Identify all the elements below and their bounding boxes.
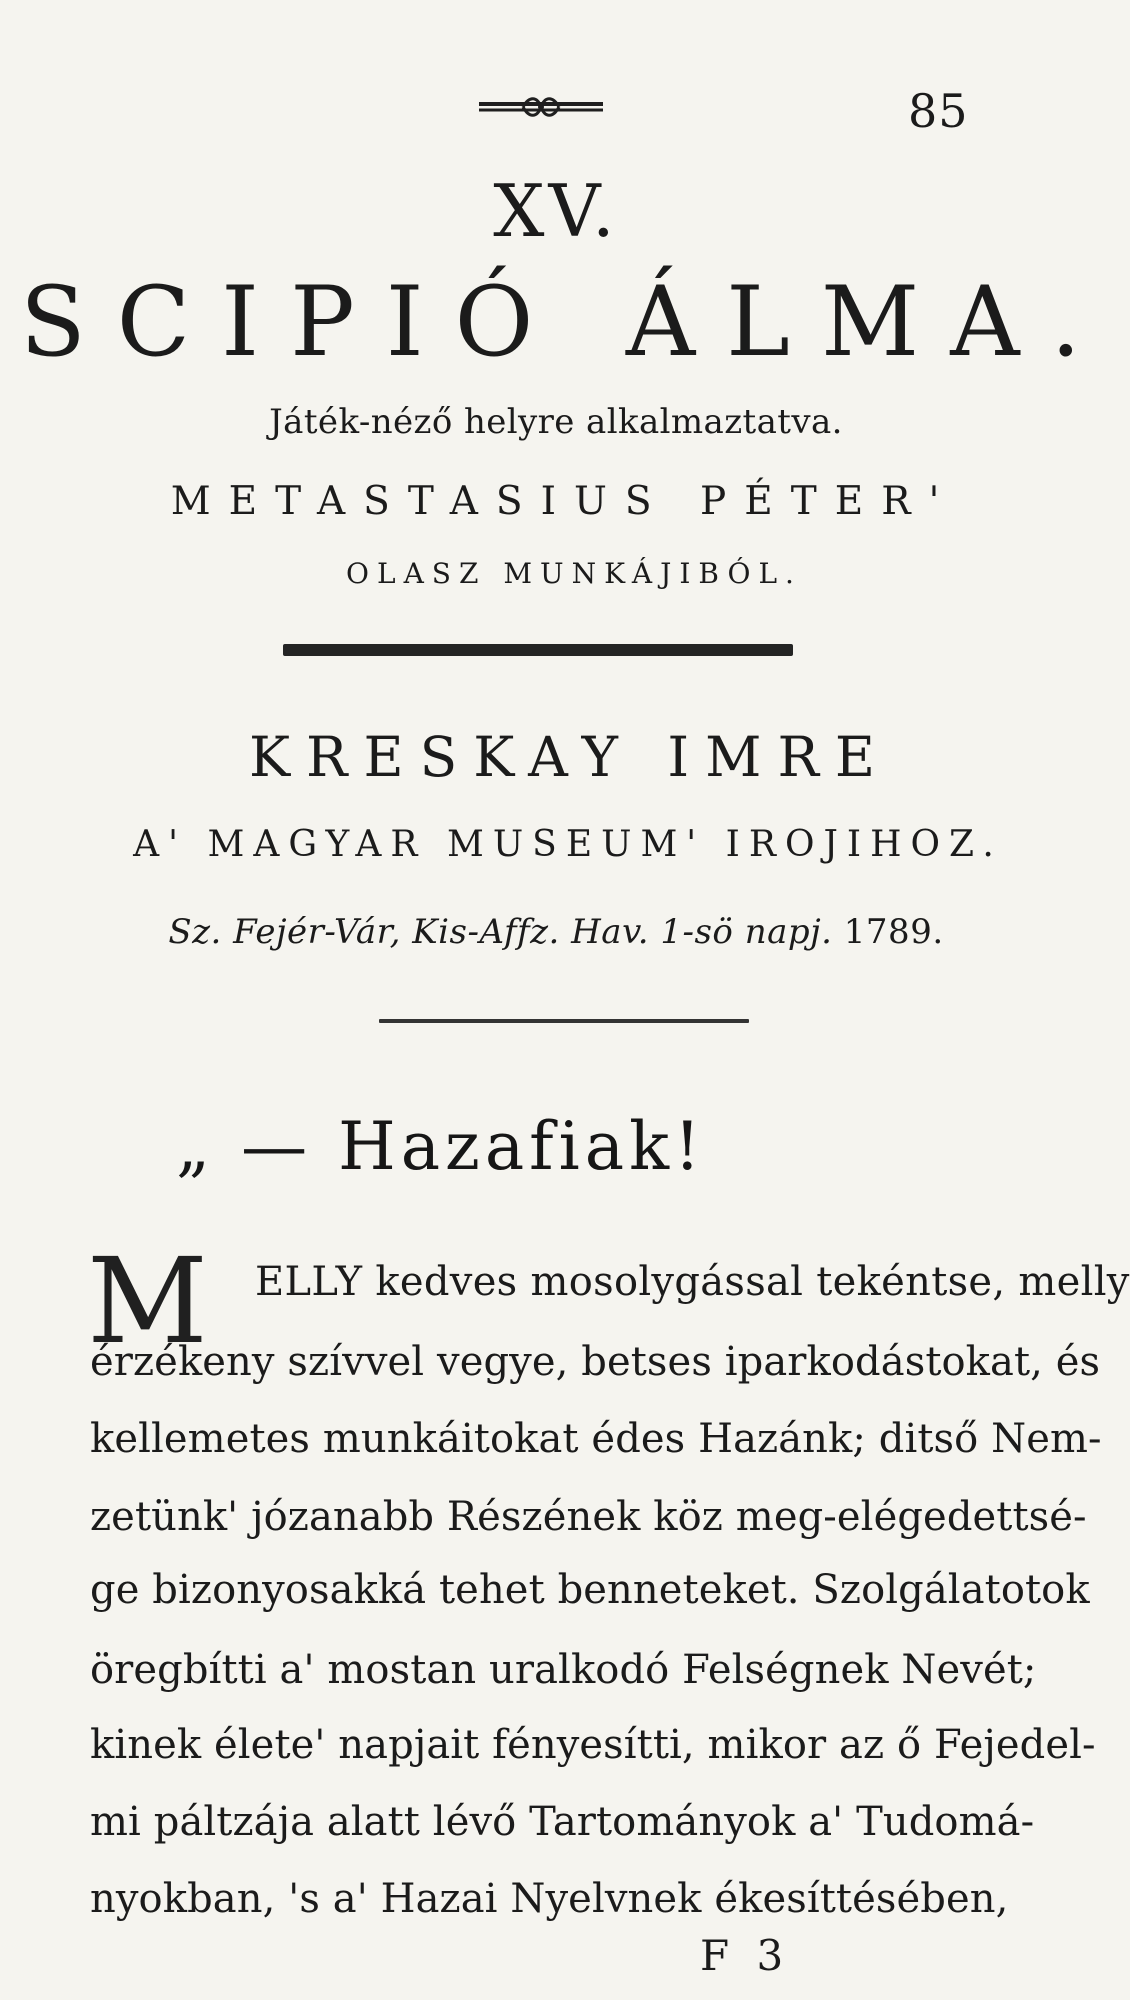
body-line-2: érzékeny szívvel vegye, betses iparkodástokat, és xyxy=(90,1339,1101,1385)
body-line-8: mi páltzája alatt lévő Tartományok a' Tudomá- xyxy=(90,1799,1035,1845)
light-divider xyxy=(379,1019,749,1023)
body-line-9: nyokban, 's a' Hazai Nyelvnek ékesíttésében, xyxy=(90,1876,1009,1922)
main-title: SCIPIÓ ÁLMA. xyxy=(19,266,1113,378)
body-line-5: ge bizonyosakká tehet benneteket. Szolgálatotok xyxy=(90,1567,1090,1613)
body-line-1: ELLY kedves mosolygással tekéntse, melly xyxy=(255,1259,1130,1305)
chapter-number: XV. xyxy=(493,169,619,253)
dateline-place-date: Sz. Fejér-Vár, Kis-Affz. Hav. 1-sö napj. xyxy=(168,912,833,952)
dateline-year: 1789. xyxy=(843,912,944,952)
body-line-6: öregbítti a' mostan uralkodó Felségnek Nevét; xyxy=(90,1647,1037,1693)
source-line: OLASZ MUNKÁJIBÓL. xyxy=(346,557,802,590)
ornament-icon xyxy=(475,88,607,124)
body-line-7: kinek élete' napjait fényesítti, mikor az ő Fejedel- xyxy=(90,1722,1096,1768)
page-number: 85 xyxy=(908,84,969,138)
dateline xyxy=(0,912,1112,952)
heavy-divider xyxy=(283,644,793,656)
signature-mark: F 3 xyxy=(700,1931,791,1980)
dedicatee-subtitle: A' MAGYAR MUSEUM' IROJIHOZ. xyxy=(133,824,1003,865)
drop-cap: M xyxy=(87,1232,208,1370)
body-line-3: kellemetes munkáitokat édes Hazánk; ditső Nem- xyxy=(90,1416,1102,1462)
dedicatee-name: KRESKAY IMRE xyxy=(248,725,892,789)
author-line: METASTASIUS PÉTER' xyxy=(170,479,958,524)
body-line-4: zetünk' józanabb Részének köz meg-elégedettsé- xyxy=(90,1494,1087,1540)
salutation: „ — Hazafiak! xyxy=(176,1108,706,1185)
subtitle: Játék-néző helyre alkalmaztatva. xyxy=(269,402,843,442)
